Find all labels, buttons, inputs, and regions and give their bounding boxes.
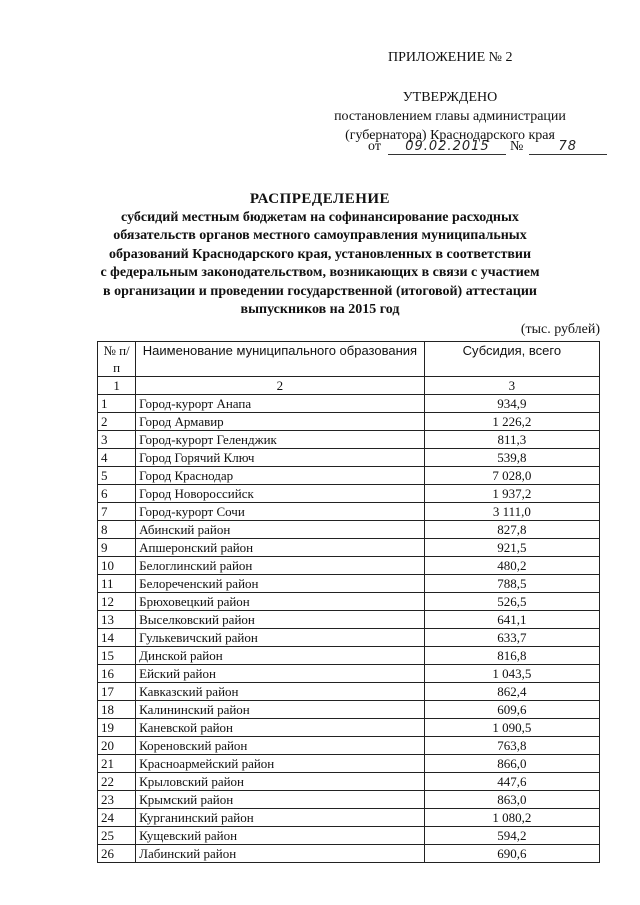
row-name: Город-курорт Геленджик [136, 431, 425, 449]
row-number: 16 [98, 665, 136, 683]
decree-date-number [368, 139, 607, 155]
table-row [98, 647, 600, 665]
row-name: Город-курорт Анапа [136, 395, 425, 413]
row-name: Ейский район [136, 665, 425, 683]
row-name: Город Армавир [136, 413, 425, 431]
table-row [98, 503, 600, 521]
title-line-2: обязательств органов местного самоуправления муниципальных [113, 228, 527, 243]
row-number: 13 [98, 611, 136, 629]
row-value: 863,0 [424, 791, 599, 809]
table-row [98, 539, 600, 557]
row-value: 921,5 [424, 539, 599, 557]
table-row [98, 467, 600, 485]
row-name: Город-курорт Сочи [136, 503, 425, 521]
row-number: 21 [98, 755, 136, 773]
row-value: 763,8 [424, 737, 599, 755]
row-value: 609,6 [424, 701, 599, 719]
row-value: 690,6 [424, 845, 599, 863]
row-name: Белоглинский район [136, 557, 425, 575]
row-value: 934,9 [424, 395, 599, 413]
table-row [98, 611, 600, 629]
title-line-1: субсидий местным бюджетам на софинансирование расходных [121, 209, 519, 225]
table-row [98, 575, 600, 593]
row-number: 10 [98, 557, 136, 575]
row-value: 1 937,2 [424, 485, 599, 503]
table-row [98, 719, 600, 737]
row-value: 866,0 [424, 755, 599, 773]
column-index-row [98, 377, 600, 395]
header-value: Субсидия, всего [424, 342, 599, 377]
row-value: 641,1 [424, 611, 599, 629]
row-number: 17 [98, 683, 136, 701]
approval-block [300, 88, 600, 145]
row-name: Выселковский район [136, 611, 425, 629]
table-row [98, 665, 600, 683]
date-prefix: от [368, 139, 381, 154]
index-cell: 2 [136, 377, 425, 395]
row-value: 447,6 [424, 773, 599, 791]
row-name: Абинский район [136, 521, 425, 539]
row-number: 8 [98, 521, 136, 539]
title-line-6: выпускников на 2015 год [240, 302, 400, 317]
title-main: РАСПРЕДЕЛЕНИЕ [249, 191, 391, 207]
decree-line-1: постановлением главы администрации [334, 109, 566, 124]
row-number: 25 [98, 827, 136, 845]
row-name: Крыловский район [136, 773, 425, 791]
row-number: 18 [98, 701, 136, 719]
row-value: 827,8 [424, 521, 599, 539]
table-header-row [98, 342, 600, 377]
row-number: 22 [98, 773, 136, 791]
document-title [60, 190, 580, 320]
table-row [98, 845, 600, 863]
row-number: 11 [98, 575, 136, 593]
table-row [98, 737, 600, 755]
table-row [98, 413, 600, 431]
row-value: 3 111,0 [424, 503, 599, 521]
row-name: Апшеронский район [136, 539, 425, 557]
row-value: 816,8 [424, 647, 599, 665]
row-number: 5 [98, 467, 136, 485]
table-row [98, 431, 600, 449]
row-number: 20 [98, 737, 136, 755]
table-row [98, 593, 600, 611]
row-number: 9 [98, 539, 136, 557]
row-value: 480,2 [424, 557, 599, 575]
row-number: 6 [98, 485, 136, 503]
table-row [98, 827, 600, 845]
table-row [98, 395, 600, 413]
row-name: Динской район [136, 647, 425, 665]
table-row [98, 683, 600, 701]
row-number: 15 [98, 647, 136, 665]
row-name: Белореченский район [136, 575, 425, 593]
handwritten-number: 78 [529, 139, 607, 155]
row-value: 788,5 [424, 575, 599, 593]
row-value: 1 090,5 [424, 719, 599, 737]
row-name: Крымский район [136, 791, 425, 809]
row-number: 4 [98, 449, 136, 467]
index-cell: 1 [98, 377, 136, 395]
row-number: 2 [98, 413, 136, 431]
row-number: 12 [98, 593, 136, 611]
title-line-4: с федеральным законодательством, возникающих в связи с участием [100, 265, 540, 280]
row-value: 526,5 [424, 593, 599, 611]
table-row [98, 809, 600, 827]
row-number: 19 [98, 719, 136, 737]
table-row [98, 629, 600, 647]
table-row [98, 755, 600, 773]
header-name: Наименование муниципального образования [136, 342, 425, 377]
row-name: Калининский район [136, 701, 425, 719]
row-value: 633,7 [424, 629, 599, 647]
row-value: 594,2 [424, 827, 599, 845]
title-line-5: в организации и проведении государственной (итоговой) аттестации [103, 283, 537, 299]
table-row [98, 521, 600, 539]
row-name: Город Краснодар [136, 467, 425, 485]
row-name: Красноармейский район [136, 755, 425, 773]
table-row [98, 557, 600, 575]
row-name: Каневской район [136, 719, 425, 737]
table-row [98, 701, 600, 719]
row-value: 1 080,2 [424, 809, 599, 827]
row-number: 26 [98, 845, 136, 863]
row-name: Гулькевичский район [136, 629, 425, 647]
number-prefix: № [509, 139, 524, 154]
handwritten-date: 09.02.2015 [388, 139, 506, 155]
table-row [98, 791, 600, 809]
row-value: 539,8 [424, 449, 599, 467]
row-name: Лабинский район [136, 845, 425, 863]
table-row [98, 449, 600, 467]
row-name: Брюховецкий район [136, 593, 425, 611]
table-row [98, 485, 600, 503]
distribution-table [97, 341, 600, 863]
row-number: 23 [98, 791, 136, 809]
title-line-3: образований Краснодарского края, установленных в соответствии [108, 246, 532, 262]
row-value: 1 226,2 [424, 413, 599, 431]
row-value: 7 028,0 [424, 467, 599, 485]
table-row [98, 773, 600, 791]
index-cell: 3 [424, 377, 599, 395]
header-num: № п/п [98, 342, 136, 377]
row-name: Кавказский район [136, 683, 425, 701]
decree-line-2: (губернатора) Краснодарского края [345, 128, 555, 143]
row-name: Кореновский район [136, 737, 425, 755]
row-number: 7 [98, 503, 136, 521]
row-number: 24 [98, 809, 136, 827]
row-name: Город Новороссийск [136, 485, 425, 503]
row-number: 3 [98, 431, 136, 449]
row-name: Курганинский район [136, 809, 425, 827]
row-number: 14 [98, 629, 136, 647]
appendix-label: ПРИЛОЖЕНИЕ № 2 [388, 50, 513, 65]
row-number: 1 [98, 395, 136, 413]
row-value: 1 043,5 [424, 665, 599, 683]
row-name: Кущевский район [136, 827, 425, 845]
row-name: Город Горячий Ключ [136, 449, 425, 467]
approved-heading: УТВЕРЖДЕНО [402, 90, 498, 105]
row-value: 811,3 [424, 431, 599, 449]
units-label: (тыс. рублей) [520, 322, 600, 337]
row-value: 862,4 [424, 683, 599, 701]
